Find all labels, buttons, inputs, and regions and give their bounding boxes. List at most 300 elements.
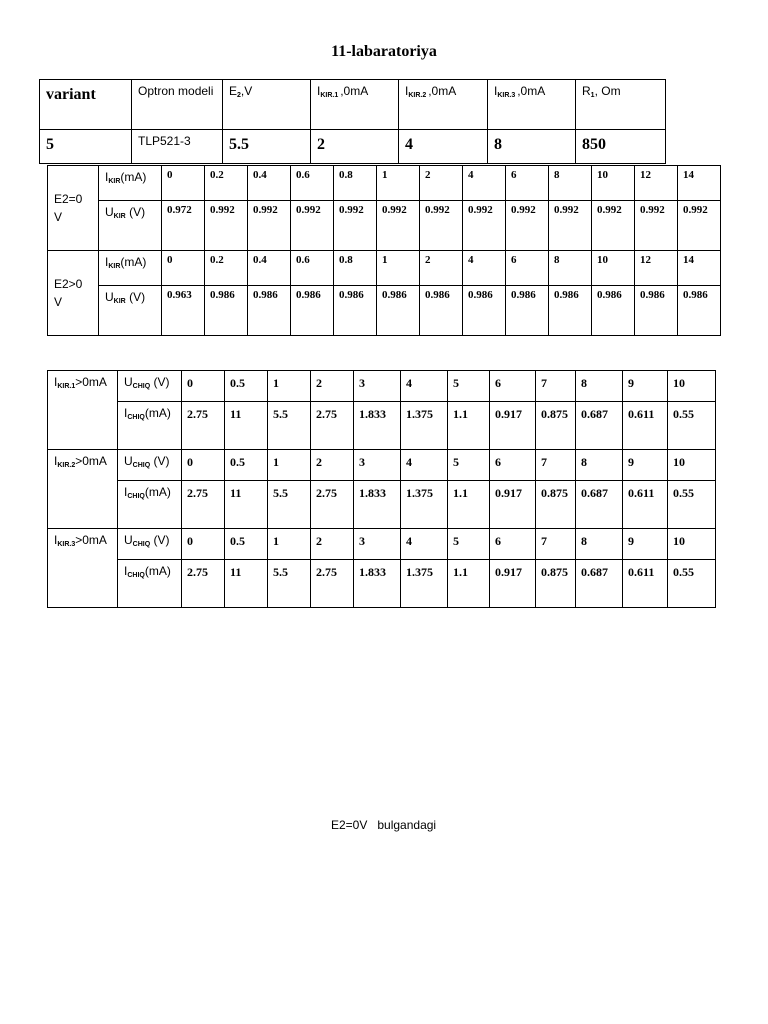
output-current-value: 2.75	[187, 486, 208, 500]
output-voltage-cell	[225, 450, 268, 481]
output-voltage-value: 2	[316, 376, 322, 390]
input-voltage-value: 0.992	[597, 204, 622, 216]
output-group-label-subscript: KIR.3	[57, 541, 76, 548]
input-voltage-cell	[205, 286, 248, 336]
input-voltage-cell	[248, 201, 291, 251]
output-current-subscript: CHIQ	[127, 493, 145, 500]
output-current-cell	[536, 481, 576, 529]
input-current-value: 8	[554, 169, 560, 181]
output-current-cell	[311, 481, 354, 529]
input-voltage-value: 0.963	[167, 289, 192, 301]
variant-value-cell	[40, 130, 132, 164]
variant-header-cell	[576, 80, 666, 130]
output-current-cell	[623, 560, 668, 608]
variant-table	[39, 79, 666, 164]
output-current-cell	[268, 481, 311, 529]
input-voltage-value: 0.986	[468, 289, 493, 301]
output-current-value: 2.75	[316, 407, 337, 421]
output-voltage-cell	[668, 529, 716, 560]
input-current-value: 0.8	[339, 169, 353, 181]
output-current-cell	[354, 402, 401, 450]
input-current-main: I	[105, 170, 109, 184]
input-current-value: 1	[382, 169, 388, 181]
output-current-tail: (mA)	[144, 485, 171, 499]
input-voltage-row	[48, 201, 721, 251]
output-group-label-tail: >0mA	[75, 454, 107, 468]
input-voltage-value: 0.986	[683, 289, 708, 301]
output-group-label	[48, 450, 118, 529]
output-voltage-cell	[225, 371, 268, 402]
output-voltage-row	[48, 371, 716, 402]
input-voltage-value: 0.986	[640, 289, 665, 301]
output-current-cell	[668, 402, 716, 450]
variant-header-main: I	[405, 84, 409, 98]
input-current-value: 4	[468, 169, 474, 181]
input-voltage-cell	[377, 286, 420, 336]
output-current-cell	[576, 560, 623, 608]
output-current-value: 0.917	[495, 407, 522, 421]
output-current-value: 1.375	[406, 407, 433, 421]
input-voltage-value: 0.992	[554, 204, 579, 216]
input-current-cell	[635, 251, 678, 286]
input-voltage-value: 0.986	[210, 289, 235, 301]
output-voltage-cell	[576, 529, 623, 560]
input-voltage-value: 0.986	[296, 289, 321, 301]
output-voltage-value: 2	[316, 455, 322, 469]
output-current-cell	[623, 481, 668, 529]
output-group-label-subscript: KIR.2	[57, 462, 76, 469]
output-current-main: I	[124, 406, 128, 420]
output-current-tail: (mA)	[144, 564, 171, 578]
input-current-cell	[420, 251, 463, 286]
input-voltage-cell	[420, 286, 463, 336]
output-current-main: I	[124, 485, 128, 499]
variant-header-tail: ,0mA	[340, 84, 369, 98]
output-voltage-cell	[311, 371, 354, 402]
input-current-cell	[463, 166, 506, 201]
input-voltage-cell	[205, 201, 248, 251]
input-current-value: 10	[597, 169, 608, 181]
output-current-cell	[182, 560, 225, 608]
output-voltage-value: 10	[673, 534, 685, 548]
input-voltage-main: U	[105, 290, 114, 304]
input-voltage-cell	[506, 286, 549, 336]
input-current-cell	[162, 251, 205, 286]
output-current-cell	[536, 402, 576, 450]
input-current-cell	[592, 251, 635, 286]
footer-caption: E2=0V bulgandagi	[331, 818, 437, 832]
variant-value-cell	[223, 130, 311, 164]
output-current-value: 0.611	[628, 407, 655, 421]
output-current-cell	[536, 560, 576, 608]
output-current-cell	[490, 560, 536, 608]
input-voltage-cell	[549, 201, 592, 251]
output-current-cell	[182, 402, 225, 450]
output-group-label-main: I	[54, 533, 58, 547]
output-current-cell	[490, 402, 536, 450]
output-voltage-tail: (V)	[150, 375, 170, 389]
output-current-cell	[354, 481, 401, 529]
output-voltage-row	[48, 450, 716, 481]
output-voltage-value: 5	[453, 376, 459, 390]
output-voltage-value: 7	[541, 455, 547, 469]
output-voltage-value: 8	[581, 534, 587, 548]
output-current-cell	[448, 402, 490, 450]
input-current-value: 2	[425, 254, 431, 266]
variant-value: 5.5	[229, 136, 249, 153]
input-voltage-value: 0.986	[339, 289, 364, 301]
input-current-value: 14	[683, 254, 694, 266]
output-voltage-value: 3	[359, 455, 365, 469]
input-voltage-cell	[291, 286, 334, 336]
output-voltage-cell	[490, 450, 536, 481]
input-voltage-cell	[463, 286, 506, 336]
variant-value: 8	[494, 136, 502, 153]
input-current-cell	[334, 166, 377, 201]
input-voltage-main: U	[105, 205, 114, 219]
input-current-cell	[506, 251, 549, 286]
output-voltage-cell	[401, 529, 448, 560]
output-current-value: 0.55	[673, 565, 694, 579]
input-current-value: 0.4	[253, 254, 267, 266]
input-current-value: 0.2	[210, 169, 224, 181]
input-voltage-value: 0.992	[468, 204, 493, 216]
output-voltage-cell	[623, 529, 668, 560]
input-current-value: 10	[597, 254, 608, 266]
output-voltage-main: U	[124, 533, 133, 547]
input-voltage-value: 0.992	[253, 204, 278, 216]
output-voltage-cell	[490, 529, 536, 560]
output-voltage-value: 4	[406, 376, 412, 390]
input-current-tail: (mA)	[120, 170, 147, 184]
input-voltage-cell	[420, 201, 463, 251]
input-current-cell	[291, 251, 334, 286]
input-voltage-cell	[635, 286, 678, 336]
output-current-value: 5.5	[273, 565, 288, 579]
output-current-cell	[225, 481, 268, 529]
output-current-row	[48, 560, 716, 608]
input-voltage-value: 0.992	[640, 204, 665, 216]
input-voltage-row	[48, 286, 721, 336]
document-title: 11-labaratoriya	[331, 43, 437, 60]
output-group-label	[48, 529, 118, 608]
output-voltage-value: 3	[359, 534, 365, 548]
input-current-cell	[291, 166, 334, 201]
output-current-value: 11	[230, 407, 242, 421]
variant-value: TLP521-3	[138, 134, 191, 148]
output-current-tail: (mA)	[144, 406, 171, 420]
input-voltage-value: 0.992	[683, 204, 708, 216]
variant-header-subscript: KIR.1	[320, 92, 341, 99]
input-current-cell	[248, 251, 291, 286]
output-group-label-tail: >0mA	[75, 375, 107, 389]
output-voltage-value: 5	[453, 455, 459, 469]
output-current-value: 0.875	[541, 565, 568, 579]
output-voltage-cell	[311, 529, 354, 560]
output-current-label	[118, 560, 182, 608]
input-current-value: 0.2	[210, 254, 224, 266]
variant-header-tail: ,0mA	[517, 84, 546, 98]
output-voltage-value: 6	[495, 534, 501, 548]
output-voltage-cell	[448, 450, 490, 481]
input-voltage-cell	[678, 201, 721, 251]
output-voltage-cell	[490, 371, 536, 402]
input-voltage-tail: (V)	[125, 290, 146, 304]
input-voltage-value: 0.972	[167, 204, 192, 216]
output-voltage-cell	[448, 371, 490, 402]
output-current-value: 0.687	[581, 407, 608, 421]
output-current-cell	[401, 560, 448, 608]
variant-header-cell	[40, 80, 132, 130]
input-voltage-value: 0.986	[382, 289, 407, 301]
output-voltage-value: 0.5	[230, 455, 245, 469]
output-voltage-cell	[401, 450, 448, 481]
output-voltage-cell	[354, 529, 401, 560]
output-voltage-label	[118, 450, 182, 481]
variant-value: 850	[582, 136, 606, 153]
output-voltage-main: U	[124, 375, 133, 389]
output-current-cell	[448, 560, 490, 608]
input-voltage-value: 0.992	[425, 204, 450, 216]
variant-header-tail: , Om	[594, 84, 621, 98]
input-current-cell	[420, 166, 463, 201]
input-current-row	[48, 251, 721, 286]
input-current-value: 4	[468, 254, 474, 266]
input-current-subscript: KIR	[108, 263, 121, 270]
output-current-main: I	[124, 564, 128, 578]
input-current-cell	[549, 251, 592, 286]
input-voltage-value: 0.986	[425, 289, 450, 301]
output-voltage-cell	[536, 529, 576, 560]
output-current-value: 1.833	[359, 565, 386, 579]
input-current-value: 8	[554, 254, 560, 266]
variant-value: 2	[317, 136, 325, 153]
output-voltage-row	[48, 529, 716, 560]
output-voltage-cell	[668, 371, 716, 402]
variant-value-row	[40, 130, 666, 164]
input-current-label	[99, 166, 162, 201]
input-current-cell	[549, 166, 592, 201]
output-current-cell	[311, 560, 354, 608]
input-current-cell	[248, 166, 291, 201]
input-current-label	[99, 251, 162, 286]
input-voltage-cell	[592, 286, 635, 336]
input-current-value: 0.6	[296, 169, 310, 181]
output-voltage-value: 8	[581, 376, 587, 390]
output-current-cell	[268, 402, 311, 450]
input-voltage-value: 0.986	[554, 289, 579, 301]
output-current-cell	[490, 481, 536, 529]
output-voltage-cell	[268, 450, 311, 481]
output-voltage-cell	[182, 450, 225, 481]
output-current-cell	[354, 560, 401, 608]
variant-header-cell	[132, 80, 223, 130]
variant-value: 5	[46, 136, 54, 153]
output-current-label	[118, 402, 182, 450]
output-voltage-cell	[182, 529, 225, 560]
input-group-label-text: E2=0 V	[54, 192, 83, 224]
output-voltage-value: 0	[187, 376, 193, 390]
input-voltage-cell	[463, 201, 506, 251]
output-voltage-cell	[536, 371, 576, 402]
variant-header-row	[40, 80, 666, 130]
output-current-cell	[448, 481, 490, 529]
input-current-cell	[205, 251, 248, 286]
output-voltage-value: 0.5	[230, 534, 245, 548]
variant-header-subscript: KIR.2	[408, 92, 429, 99]
input-voltage-cell	[506, 201, 549, 251]
output-voltage-cell	[623, 450, 668, 481]
input-group-label	[48, 251, 99, 336]
output-current-value: 1.833	[359, 486, 386, 500]
input-voltage-label	[99, 201, 162, 251]
input-current-value: 14	[683, 169, 694, 181]
variant-value-cell	[576, 130, 666, 164]
input-current-cell	[678, 251, 721, 286]
output-current-value: 2.75	[316, 486, 337, 500]
output-group-label-subscript: KIR.1	[57, 383, 76, 390]
input-voltage-cell	[162, 201, 205, 251]
output-voltage-value: 0.5	[230, 376, 245, 390]
output-voltage-subscript: CHIQ	[132, 462, 151, 469]
variant-header-subscript: KIR.3	[497, 92, 518, 99]
output-current-value: 0.917	[495, 486, 522, 500]
input-voltage-value: 0.992	[339, 204, 364, 216]
output-voltage-value: 9	[628, 455, 634, 469]
input-voltage-cell	[334, 286, 377, 336]
output-current-cell	[225, 402, 268, 450]
input-group-label-text: E2>0 V	[54, 277, 83, 309]
output-voltage-cell	[311, 450, 354, 481]
variant-value-cell	[399, 130, 488, 164]
input-voltage-cell	[592, 201, 635, 251]
output-voltage-value: 10	[673, 455, 685, 469]
output-current-value: 0.611	[628, 486, 655, 500]
input-voltage-value: 0.992	[511, 204, 536, 216]
output-group-label-main: I	[54, 375, 58, 389]
variant-header-subscript: 2	[237, 92, 241, 99]
output-current-cell	[576, 481, 623, 529]
input-voltage-label	[99, 286, 162, 336]
output-current-value: 1.375	[406, 565, 433, 579]
output-voltage-cell	[182, 371, 225, 402]
input-voltage-subscript: KIR	[113, 298, 126, 305]
output-voltage-cell	[536, 450, 576, 481]
output-voltage-value: 9	[628, 376, 634, 390]
variant-header-cell	[311, 80, 399, 130]
output-current-cell	[225, 560, 268, 608]
output-voltage-value: 6	[495, 376, 501, 390]
output-voltage-value: 5	[453, 534, 459, 548]
output-current-cell	[668, 481, 716, 529]
output-voltage-value: 4	[406, 534, 412, 548]
output-current-value: 11	[230, 486, 242, 500]
output-group-label	[48, 371, 118, 450]
output-current-value: 1.1	[453, 565, 468, 579]
output-group-label-tail: >0mA	[75, 533, 107, 547]
output-voltage-value: 0	[187, 534, 193, 548]
output-voltage-cell	[668, 450, 716, 481]
output-voltage-main: U	[124, 454, 133, 468]
output-group-label-main: I	[54, 454, 58, 468]
input-characteristics-table	[47, 165, 721, 336]
output-voltage-subscript: CHIQ	[132, 541, 151, 548]
input-voltage-cell	[377, 201, 420, 251]
output-current-cell	[401, 402, 448, 450]
output-current-cell	[623, 402, 668, 450]
output-voltage-subscript: CHIQ	[132, 383, 151, 390]
output-current-value: 0.917	[495, 565, 522, 579]
input-current-cell	[592, 166, 635, 201]
input-voltage-cell	[549, 286, 592, 336]
output-voltage-value: 4	[406, 455, 412, 469]
input-voltage-subscript: KIR	[113, 213, 126, 220]
output-voltage-tail: (V)	[150, 454, 170, 468]
input-voltage-value: 0.992	[296, 204, 321, 216]
variant-header-cell	[488, 80, 576, 130]
output-current-value: 1.1	[453, 407, 468, 421]
input-current-cell	[463, 251, 506, 286]
input-current-value: 0.8	[339, 254, 353, 266]
input-voltage-cell	[248, 286, 291, 336]
input-current-cell	[506, 166, 549, 201]
output-voltage-cell	[354, 450, 401, 481]
output-voltage-cell	[225, 529, 268, 560]
input-current-value: 12	[640, 169, 651, 181]
input-current-row	[48, 166, 721, 201]
output-current-subscript: CHIQ	[127, 414, 145, 421]
output-voltage-cell	[268, 529, 311, 560]
output-current-value: 2.75	[187, 407, 208, 421]
input-current-value: 2	[425, 169, 431, 181]
variant-header-main: I	[494, 84, 498, 98]
output-current-value: 0.55	[673, 407, 694, 421]
variant-header-main: variant	[46, 86, 96, 103]
output-current-value: 5.5	[273, 407, 288, 421]
input-current-cell	[635, 166, 678, 201]
output-current-value: 11	[230, 565, 242, 579]
output-voltage-value: 7	[541, 534, 547, 548]
variant-header-cell	[223, 80, 311, 130]
input-current-value: 6	[511, 254, 517, 266]
input-current-value: 0	[167, 254, 173, 266]
input-voltage-value: 0.986	[253, 289, 278, 301]
output-voltage-value: 1	[273, 534, 279, 548]
output-voltage-cell	[354, 371, 401, 402]
input-current-cell	[377, 251, 420, 286]
output-voltage-cell	[576, 371, 623, 402]
variant-value-cell	[488, 130, 576, 164]
output-current-value: 1.1	[453, 486, 468, 500]
variant-header-main: I	[317, 84, 321, 98]
input-current-value: 0.6	[296, 254, 310, 266]
output-current-cell	[401, 481, 448, 529]
output-current-cell	[668, 560, 716, 608]
output-current-value: 0.687	[581, 486, 608, 500]
output-current-value: 2.75	[187, 565, 208, 579]
output-current-value: 2.75	[316, 565, 337, 579]
output-current-value: 0.611	[628, 565, 655, 579]
output-voltage-value: 7	[541, 376, 547, 390]
output-current-cell	[311, 402, 354, 450]
input-current-main: I	[105, 255, 109, 269]
output-current-value: 0.875	[541, 407, 568, 421]
output-voltage-cell	[623, 371, 668, 402]
output-voltage-value: 1	[273, 455, 279, 469]
variant-value-cell	[132, 130, 223, 164]
output-current-value: 1.833	[359, 407, 386, 421]
variant-header-main: R	[582, 84, 591, 98]
